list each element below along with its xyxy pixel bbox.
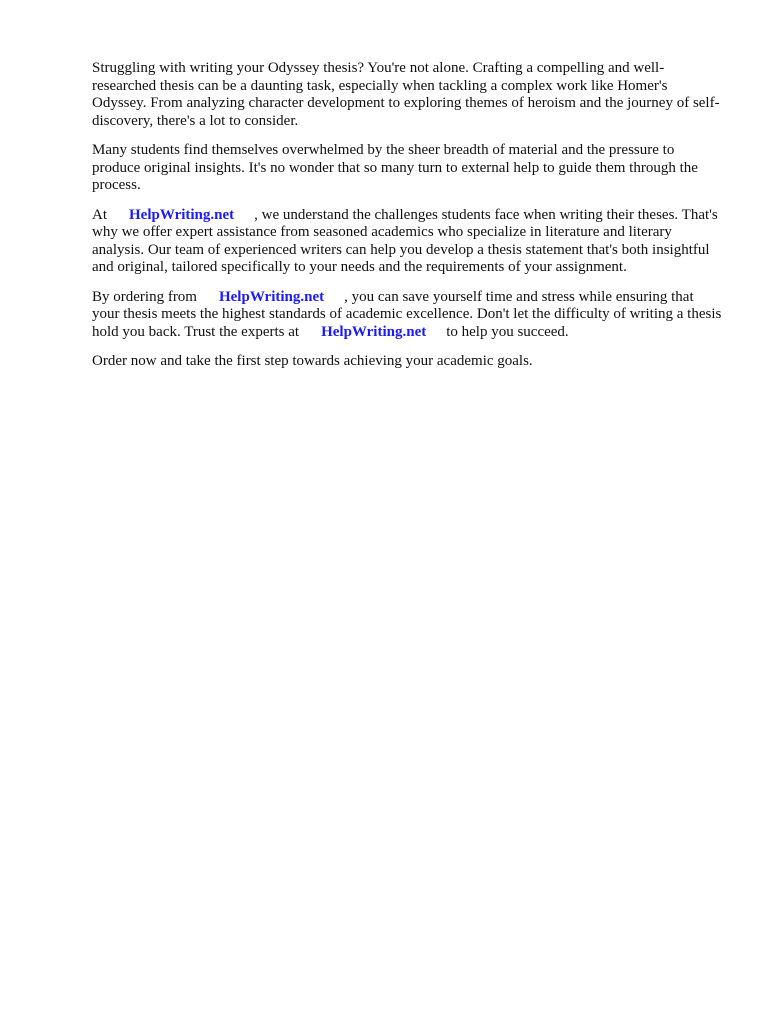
service-paragraph-lead: At — [92, 206, 107, 223]
ordering-paragraph-middle: , you can save yourself time and stress while ensuring that your thesis meets the highest standards of academic excellence. Don't let the difficulty of writing a thesis hold you back. Trust the experts at — [92, 288, 722, 340]
helpwriting-link[interactable]: HelpWriting.net — [218, 288, 325, 305]
helpwriting-link[interactable]: HelpWriting.net — [321, 323, 427, 340]
ordering-paragraph-lead: By ordering from — [92, 288, 197, 305]
helpwriting-link[interactable]: HelpWriting.net — [129, 206, 235, 223]
service-paragraph — [92, 207, 724, 277]
ordering-paragraph — [92, 289, 724, 342]
intro-paragraph: Struggling with writing your Odyssey thesis? You're not alone. Crafting a compelling and well-researched thesis can be a daunting task, especially when tackling a complex work like Homer's Odyssey. From analyzing character development to exploring themes of heroism and the journey of self-discovery, there's a lot to consider. — [92, 60, 720, 129]
call-to-action-paragraph: Order now and take the first step towards achieving your academic goals. — [92, 353, 533, 369]
document-body — [92, 60, 724, 383]
students-paragraph: Many students find themselves overwhelmed by the sheer breadth of material and the pressure to produce original insights. It's no wonder that so many turn to external help to guide them through the process. — [92, 142, 698, 193]
ordering-paragraph-end: to help you succeed. — [446, 323, 569, 340]
service-paragraph-text: , we understand the challenges students face when writing their theses. That's why we offer expert assistance from seasoned academics who specialize in literature and literary analysis. Our team of experienced writers can help you develop a thesis statement that's both insightful and original, tailored specifically to your needs and the requirements of your assignment. — [92, 206, 718, 275]
